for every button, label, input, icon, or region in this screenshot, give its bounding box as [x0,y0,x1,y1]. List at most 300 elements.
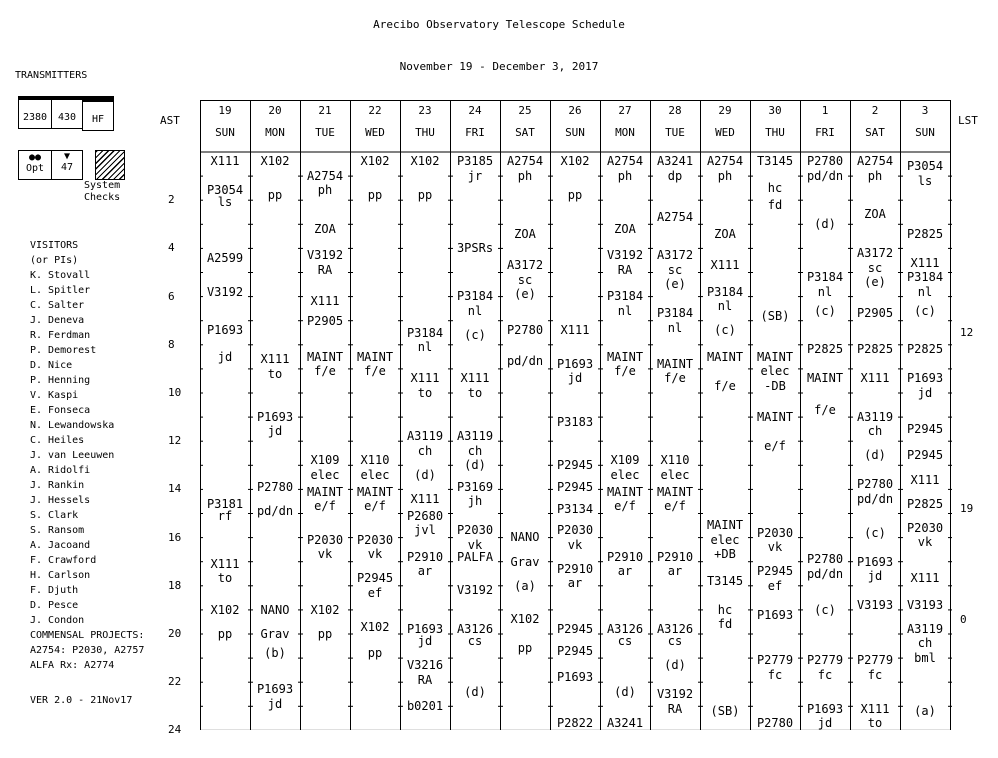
visitor-name: A. Jacoand [30,540,91,551]
schedule-entry: (SB) [710,703,740,718]
schedule-entry: V3216 [406,658,444,673]
visitor-name: P. Henning [30,375,91,386]
schedule-entry: pd/dn [506,354,544,369]
schedule-entry: pd/dn [806,168,844,183]
schedule-entry: P2825 [856,342,894,357]
schedule-entry: nl [617,303,633,318]
schedule-entry: to [217,571,233,586]
schedule-entry: fd [767,197,783,212]
schedule-entry: A3126 [606,622,644,636]
schedule-entry: nl [417,340,433,355]
schedule-entry: fc [767,667,783,682]
schedule-entry: ef [767,578,783,593]
schedule-entry: e/f [664,499,686,514]
visitor-name: J. Rankin [30,480,85,491]
visitor-name: J. Hessels [30,495,91,506]
schedule-entry: A3126 [456,622,494,636]
opt-value-legend: ▼ 47 [51,150,83,180]
schedule-entry: (d) [814,217,836,232]
schedule-entry: P2905 [856,306,894,321]
schedule-entry: X111 [560,323,590,338]
schedule-entry: (a) [514,578,536,593]
day-header [850,100,900,144]
schedule-entry: P3054 [206,183,244,198]
schedule-entry: +DB [714,547,736,562]
schedule-entry: (b) [264,646,286,661]
day-header [550,100,600,144]
schedule-entry: f/e [714,378,736,393]
schedule-entry: X111 [410,371,440,386]
schedule-entry: (c) [814,602,836,617]
day-of-week: TUE [665,126,685,139]
visitor-name: F. Crawford [30,555,97,566]
schedule-entry: jd [267,696,283,711]
visitors-label: VISITORS [30,240,79,251]
schedule-entry: (d) [664,658,686,673]
schedule-entry: cs [467,634,483,649]
schedule-entry: ph [617,168,633,183]
lst-hour-label: 0 [960,612,967,626]
schedule-entry: (e) [514,287,536,301]
schedule-entry: P3054 [906,159,944,174]
visitor-name: J. Deneva [30,315,85,326]
schedule-entry: V3192 [206,284,244,299]
schedule-entry: elec [310,467,340,482]
schedule-entry: P2780 [806,154,844,169]
schedule-entry: NANO [260,602,290,617]
day-number: 23 [418,104,432,117]
day-header [800,100,850,144]
transmitter-430: 430 [51,96,83,129]
schedule-entry: e/f [314,499,336,514]
schedule-entry: e/f [614,499,636,514]
ast-hour-label: 24 [168,723,182,737]
schedule-entry: pp [267,188,283,203]
schedule-entry: nl [717,299,733,314]
schedule-entry: f/e [814,402,836,417]
schedule-entry: MAINT [756,409,794,424]
schedule-entry: P2910 [556,561,594,576]
visitor-name: F. Djuth [30,585,79,596]
schedule-entry: fd [717,617,733,632]
transmitter-2380: 2380 [18,96,52,129]
schedule-entry: vk [367,547,383,562]
schedule-entry: jvl [414,523,436,538]
schedule-entry: MAINT [806,371,844,386]
schedule-entry: P1693 [206,323,244,338]
schedule-entry: P1693 [406,622,444,636]
schedule-entry: P2030 [906,520,944,535]
schedule-entry: A3119 [456,429,494,444]
schedule-entry: P3169 [456,479,494,494]
schedule-entry: elec [660,467,690,482]
schedule-entry: X111 [260,352,290,367]
schedule-entry: X111 [310,294,340,309]
schedule-entry: jd [417,634,433,649]
schedule-entry: P2910 [606,549,644,564]
schedule-entry: pp [367,646,383,661]
schedule-entry: vk [917,535,933,550]
triangle-icon: ▼ [63,151,71,162]
schedule-entry: nl [817,284,833,299]
schedule-entry: jd [917,385,933,400]
schedule-entry: A3119 [406,429,444,444]
schedule-entry: MAINT [706,349,744,364]
schedule-entry: P2779 [806,653,844,668]
ast-hour-label: 6 [168,289,175,303]
schedule-entry: A2599 [206,250,244,265]
schedule-entry: cs [617,634,633,649]
schedule-entry: pd/dn [806,566,844,581]
schedule-entry: 3PSRs [456,241,494,256]
day-of-week: WED [365,126,385,139]
schedule-entry: P2945 [756,564,794,579]
schedule-entry: e/f [764,438,786,453]
schedule-entry: X109 [310,453,340,468]
schedule-entry: ch [417,443,433,458]
schedule-entry: X111 [910,472,940,487]
schedule-entry: X102 [360,154,390,169]
ast-hour-label: 22 [168,675,182,689]
day-header [750,100,800,144]
visitor-name: S. Clark [30,510,79,521]
schedule-entry: P3185 [456,154,494,169]
schedule-entry: X111 [410,491,440,506]
schedule-entry: ZOA [314,221,336,236]
ast-hour-label: 10 [168,386,182,399]
schedule-entry: X111 [860,371,890,386]
schedule-entry: f/e [314,364,336,379]
visitor-name: C. Heiles [30,435,85,446]
schedule-entry: ZOA [864,207,886,222]
ast-hour-label: 14 [168,482,182,496]
schedule-entry: ar [567,576,583,591]
schedule-entry: X111 [910,571,940,586]
day-header [350,100,400,144]
schedule-entry: fc [817,667,833,682]
schedule-entry: sc [517,272,533,287]
schedule-entry: (e) [664,277,686,292]
schedule-entry: RA [617,262,633,277]
schedule-entry: P2945 [906,448,944,463]
transmitters-label: TRANSMITTERS [15,70,88,81]
day-of-week: WED [715,126,735,139]
schedule-entry: X111 [860,701,890,716]
schedule-entry: X109 [610,453,640,468]
day-header [600,100,650,144]
schedule-entry: b0201 [406,699,444,714]
schedule-entry: X102 [410,154,440,169]
schedule-entry: ar [617,564,633,579]
schedule-entry: rf [217,508,233,523]
day-header [650,100,700,144]
schedule-entry: P2030 [456,523,494,538]
schedule-entry: -DB [764,378,786,393]
schedule-entry: A3241 [606,716,644,731]
schedule-entry: P2030 [756,525,794,540]
visitor-name: N. Lewandowska [30,420,115,431]
day-number: 30 [768,104,782,117]
schedule-entry: jr [467,168,483,183]
schedule-entry: P2825 [906,226,944,241]
schedule-entry: P2780 [506,323,544,338]
schedule-entry: P1693 [556,670,594,685]
visitor-name: S. Ransom [30,525,85,536]
schedule-entry: vk [467,537,483,552]
schedule-entry: Grav [510,554,540,569]
schedule-entry: nl [467,303,483,318]
schedule-entry: jd [867,568,883,583]
schedule-entry: A2754 [506,154,544,169]
day-header [500,100,550,144]
schedule-entry: V3193 [906,597,944,612]
day-of-week: THU [415,126,435,139]
schedule-entry: to [467,385,483,400]
schedule-entry: P1693 [806,701,844,716]
visitor-name: K. Stovall [30,270,91,281]
day-number: 26 [568,104,582,117]
day-of-week: SAT [515,126,535,139]
day-number: 21 [318,104,332,117]
day-number: 28 [668,104,682,117]
ast-hour-label: 2 [168,193,175,207]
visitor-name: C. Salter [30,300,85,311]
schedule-entry: P2030 [556,523,594,538]
schedule-entry: RA [667,701,683,716]
schedule-entry: P1693 [906,371,944,386]
schedule-entry: X111 [910,255,940,270]
schedule-entry: P2825 [906,342,944,357]
schedule-entry: X102 [560,154,590,169]
day-of-week: THU [765,126,785,139]
schedule-entry: P1693 [856,554,894,569]
ast-hour-label: 8 [168,337,175,351]
schedule-entry: sc [867,260,883,275]
day-number: 19 [218,104,232,117]
schedule-entry: P3183 [556,414,594,429]
visitor-name: J. van Leeuwen [30,450,115,461]
schedule-entry: P2779 [856,653,894,668]
schedule-entry: nl [917,284,933,299]
schedule-entry: T3145 [706,573,744,588]
schedule-entry: X111 [210,154,240,169]
schedule-entry: X102 [310,602,340,617]
schedule-entry: P3181 [206,496,244,511]
schedule-entry: f/e [364,364,386,379]
schedule-entry: elec [760,364,790,379]
schedule-entry: P2779 [756,653,794,668]
schedule-entry: A3119 [906,622,944,636]
schedule-entry: A2754 [656,209,694,224]
lst-hour-label: 19 [960,501,974,515]
schedule-entry: P1693 [756,607,794,622]
visitor-name: A. Ridolfi [30,465,91,476]
schedule-entry: MAINT [356,349,394,364]
schedule-entry: ph [717,168,733,183]
schedule-entry: to [267,366,283,381]
schedule-entry: X111 [460,371,490,386]
schedule-entry: ph [517,168,533,183]
system-checks-label: System Checks [84,180,121,203]
schedule-entry: (c) [914,303,936,318]
schedule-entry: cs [667,634,683,649]
day-header [450,100,500,144]
schedule-entry: A2754 [306,168,344,183]
schedule-entry: bml [914,650,936,665]
schedule-entry: MAINT [656,484,694,499]
schedule-entry: P3184 [606,289,644,304]
visitors-panel [30,238,144,708]
schedule-entry: P2030 [306,532,344,547]
opt-legend: ●● Opt [18,150,52,180]
schedule-entry: RA [317,262,333,277]
day-number: 24 [468,104,482,117]
visitor-name: D. Nice [30,360,73,371]
visitor-name: P. Demorest [30,345,97,356]
schedule-entry: V3192 [656,687,694,702]
schedule-entry: X102 [260,154,290,169]
schedule-entry: X102 [210,602,240,617]
schedule-entry: X102 [360,619,390,634]
transmitter-hf: HF [82,96,114,131]
schedule-entry: (d) [414,467,436,482]
schedule-entry: MAINT [606,349,644,364]
date-range: November 19 - December 3, 2017 [399,60,599,73]
day-number: 2 [871,104,879,117]
day-number: 3 [921,104,929,117]
day-of-week: FRI [465,126,485,139]
day-header [250,100,300,144]
schedule-entry: jd [567,371,583,386]
schedule-entry: P3184 [806,270,844,285]
schedule-entry: RA [417,672,433,687]
day-of-week: MON [265,126,285,139]
schedule-entry: pp [567,188,583,203]
day-number: 29 [718,104,732,117]
schedule-entry: vk [767,540,783,555]
schedule-entry: P1693 [256,409,294,424]
day-number: 20 [268,104,282,117]
visitor-name: E. Fonseca [30,405,91,416]
schedule-entry: ZOA [614,221,636,236]
day-of-week: SUN [915,126,935,139]
day-header [700,100,750,144]
schedule-entry: A3172 [506,258,544,273]
schedule-entry: A3119 [856,409,894,424]
schedule-entry: P2825 [806,342,844,357]
schedule-entry: (d) [464,458,486,473]
schedule-entry: ch [867,424,883,439]
schedule-entry: P3134 [556,501,594,516]
schedule-entry: to [417,385,433,400]
schedule-entry: (c) [464,327,486,342]
schedule-entry: P2030 [356,532,394,547]
schedule-entry: ph [317,183,333,198]
day-header [400,100,450,144]
day-of-week: MON [615,126,635,139]
schedule-entry: (c) [814,303,836,318]
schedule-entry: pp [517,641,533,656]
schedule-entry: vk [567,537,583,552]
commensal-item: ALFA Rx: A2774 [30,660,115,671]
schedule-entry: pd/dn [256,503,294,518]
day-of-week: SUN [565,126,585,139]
schedule-entry: P3184 [706,284,744,299]
schedule-entry: ZOA [514,226,536,241]
schedule-entry: X110 [360,453,390,468]
schedule-entry: A2754 [606,154,644,169]
schedule-entry: X111 [210,556,240,571]
ast-hour-label: 12 [168,434,182,448]
lst-label: LST [958,114,978,127]
schedule-entry: P2780 [756,716,794,731]
schedule-entry: A3126 [656,622,694,636]
schedule-entry: (a) [914,703,936,718]
ast-label: AST [160,114,180,127]
schedule-entry: P1693 [256,682,294,697]
day-of-week: FRI [815,126,835,139]
schedule-entry: to [867,715,883,730]
commensal-label: COMMENSAL PROJECTS: [30,630,145,641]
schedule-entry: (c) [864,525,886,540]
schedule-entry: (d) [614,684,636,699]
schedule-entry: P3184 [406,325,444,340]
schedule-entry: P2945 [556,622,594,636]
schedule-entry: ch [917,636,933,651]
day-number: 22 [368,104,382,117]
schedule-entry: V3192 [456,583,494,598]
schedule-entry: P2780 [256,479,294,494]
schedule-entry: MAINT [756,349,794,364]
visitor-name: J. Condon [30,615,85,626]
schedule-entry: ls [917,173,933,188]
schedule-entry: jd [267,424,283,439]
ast-hour-label: 16 [168,530,182,544]
schedule-entry: pp [417,188,433,203]
schedule-entry: jd [217,349,233,364]
schedule-entry: P2945 [356,571,394,586]
dots-icon: ●● [28,152,42,163]
page-title: Arecibo Observatory Telescope Schedule [373,18,625,31]
schedule-entry: A3172 [656,248,694,263]
schedule-entry: (d) [464,684,486,699]
schedule-entry: jh [467,494,483,509]
schedule-entry: V3192 [306,248,344,263]
schedule-entry: ph [867,168,883,183]
schedule-entry: V3193 [856,597,894,612]
system-checks-swatch [95,150,125,180]
schedule-entry: MAINT [306,484,344,499]
schedule-entry: f/e [664,371,686,386]
schedule-entry: MAINT [656,356,694,371]
visitors-sub: (or PIs) [30,255,79,266]
visitor-name: L. Spitler [30,285,91,296]
schedule-entry: jd [817,715,833,730]
schedule-entry: pp [317,626,333,641]
schedule-entry: vk [317,547,333,562]
schedule-entry: P2780 [806,552,844,567]
schedule-entry: P3184 [456,289,494,304]
schedule-entry: MAINT [306,349,344,364]
schedule-entry: P2822 [556,716,594,731]
ast-hour-label: 4 [168,241,175,255]
visitor-name: R. Ferdman [30,330,91,341]
schedule-entry: P2780 [856,477,894,492]
schedule-entry: ZOA [714,226,736,241]
schedule-entry: A2754 [856,154,894,169]
schedule-entry: pp [217,626,233,641]
schedule-entry: P2905 [306,313,344,328]
